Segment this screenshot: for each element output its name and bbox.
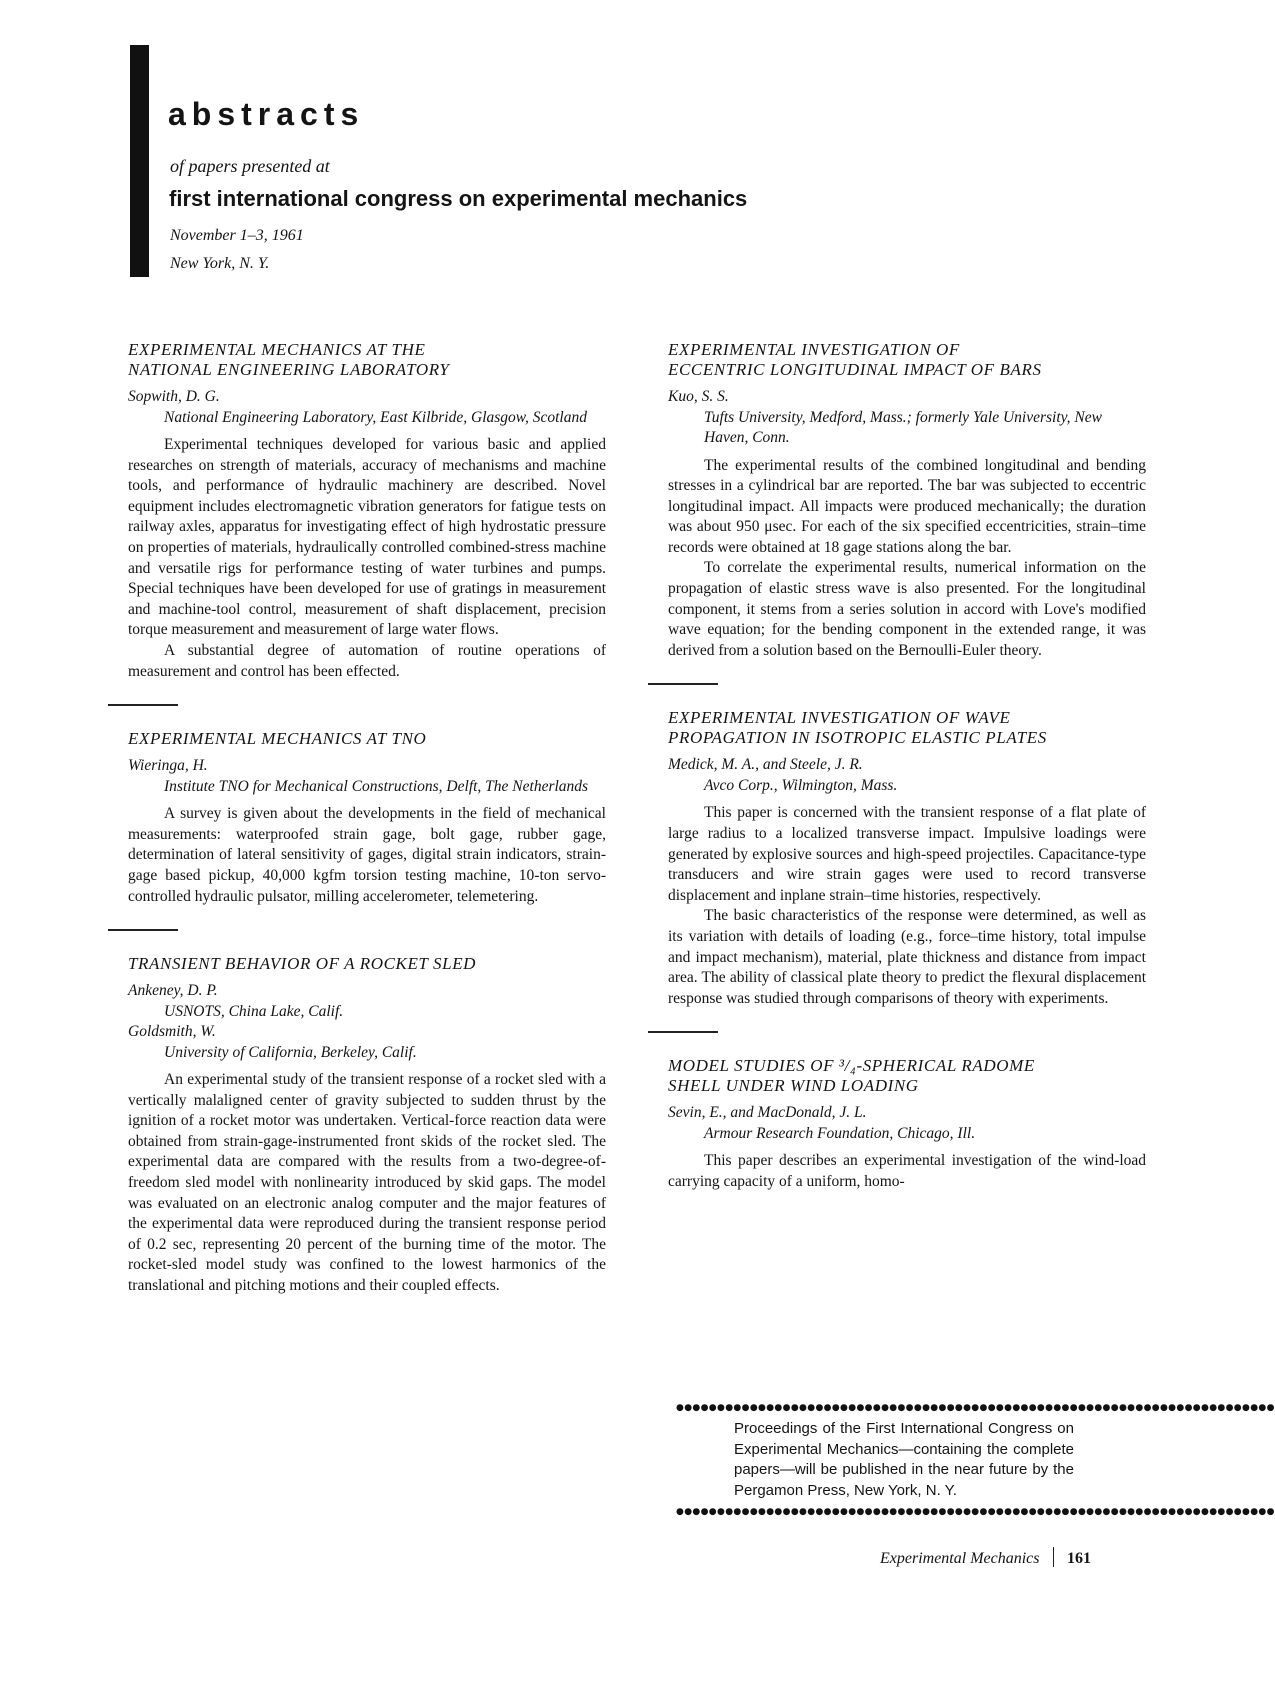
abstract-paragraph: Experimental techniques developed for various basic and applied researches on strength of materials, accuracy of mechanisms and machine tools, and performance of hydraulic machinery are described. Novel equipment includes electromagnetic vibration generators for fatigue tests on railway axles, apparatus for investigating effect of high hydrostatic pressure on properties of materials, hydraulically controlled combined-stress machine and versatile rigs for performance testing of water turbines and pumps. Special techniques have been developed for use of gratings in measurement and machine-tool control, measurement of shaft displacement, precision torque measurement and measurement of large water flows. xyxy=(128,436,606,639)
abstract-paragraph: To correlate the experimental results, numerical information on the propagation of elastic stress wave is also presented. For the longitudinal component, it stems from a series solution in accord with Love's modified wave equation; for the bending component in the extended range, it was derived from a solution based on the Bernoulli-Euler theory. xyxy=(668,559,1146,659)
separator-rule xyxy=(648,1031,718,1033)
abstract-paragraph: An experimental study of the transient response of a rocket sled with a vertically malaligned center of gravity subjected to sudden thrust by the ignition of a rocket motor was undertaken. Vertical-force reaction data were obtained from strain-gage-instrumented front skids of the rocket sled. The experimental data are compared with the results from a two-degree-of-freedom sled model with nonlinearity introduced by skid gaps. The model was evaluated on an electronic analog computer and the major features of the experimental data were reproduced during the transient response period of 0.2 sec, representing 20 percent of the burning time of the motor. The rocket-sled model study was confined to the lowest harmonics of the translational and pitching motions and their coupled effects. xyxy=(128,1071,606,1295)
abstract-affiliation: Armour Research Foundation, Chicago, Ill. xyxy=(704,1124,976,1142)
abstract-paragraph: This paper is concerned with the transient response of a flat plate of large radius to a localized transverse impact. Impulsive loadings were generated by explosive sources and high-speed projectiles. Capacitance-type transducers and wire strain gages were used to record transverse displacement and inplane strain–time histories, respectively. xyxy=(668,804,1146,904)
abstract-affiliation: Avco Corp., Wilmington, Mass. xyxy=(704,776,898,794)
abstract-author: Kuo, S. S. xyxy=(668,388,729,405)
abstract-paragraph: A survey is given about the developments in the field of mechanical measurements: waterproofed strain gage, bolt gage, rubber gage, determination of lateral sensitivity of gages, digital strain indicators, strain-gage based pickup, 40,000 kgfm torsion testing machine, 10-ton servo-controlled hydraulic pulsator, milling accelerometer, telemetering. xyxy=(128,805,606,905)
right-column xyxy=(668,340,1146,1193)
abstract-affiliation: University of California, Berkeley, Calif. xyxy=(164,1043,417,1061)
abstract-affiliation: USNOTS, China Lake, Calif. xyxy=(164,1002,344,1020)
section-subtitle: of papers presented at xyxy=(170,156,330,176)
abstract-title: MODEL STUDIES OF ³/₄-SPHERICAL RADOME SHELL UNDER WIND LOADING xyxy=(668,1056,1035,1096)
abstract-title: EXPERIMENTAL MECHANICS AT THE NATIONAL ENGINEERING LABORATORY xyxy=(128,340,450,379)
proceedings-text: Proceedings of the First International Congress on Experimental Mechanics—containing the complete papers—will be published in the near future by the Pergamon Press, New York, N. Y. xyxy=(734,1420,1074,1499)
abstract-title: TRANSIENT BEHAVIOR OF A ROCKET SLED xyxy=(128,954,477,974)
abstract-author: Wieringa, H. xyxy=(128,757,208,775)
page-number: 161 xyxy=(1067,1550,1091,1567)
abstract-paragraph: A substantial degree of automation of routine operations of measurement and control has been effected. xyxy=(128,641,606,680)
abstract-paragraph: The experimental results of the combined longitudinal and bending stresses in a cylindrical bar are reported. The bar was subjected to eccentric longitudinal impact. All impacts were produced mechanically; the duration was about 950 μsec. For each of the six specified eccentricities, strain–time records were obtained at 18 gage stations along the bar. xyxy=(668,456,1146,556)
abstract-body xyxy=(668,1151,1146,1192)
congress-place: New York, N. Y. xyxy=(170,255,270,272)
separator-rule xyxy=(108,704,178,706)
abstract-title: EXPERIMENTAL INVESTIGATION OF WAVE PROPAGATION IN ISOTROPIC ELASTIC PLATES xyxy=(668,708,1047,748)
abstract-body xyxy=(128,804,606,907)
separator-rule xyxy=(648,683,718,685)
congress-title: first international congress on experimental mechanics xyxy=(169,186,748,211)
abstract xyxy=(668,1056,1146,1192)
abstract-title: EXPERIMENTAL MECHANICS AT TNO xyxy=(128,729,427,749)
abstract-affiliation: Tufts University, Medford, Mass.; formerly Yale University, New Haven, Conn. xyxy=(704,408,1102,446)
abstract-paragraph: The basic characteristics of the response were determined, as well as its variation with details of loading (e.g., force–time history, total impulse and impact mechanism), material, plate thickness and distance from impact area. The ability of classical plate theory to predict the flexural displacement response was studied through comparisons of theory with experiments. xyxy=(668,907,1146,1007)
congress-date: November 1–3, 1961 xyxy=(170,227,304,244)
abstract xyxy=(668,708,1146,1009)
abstract-affiliation: National Engineering Laboratory, East Kilbride, Glasgow, Scotland xyxy=(164,408,587,426)
abstract-author: Medick, M. A., and Steele, J. R. xyxy=(668,756,863,774)
abstract xyxy=(128,340,606,682)
abstract-author: Goldsmith, W. xyxy=(128,1023,216,1041)
section-title: abstracts xyxy=(168,96,365,132)
abstract-paragraph: This paper describes an experimental investigation of the wind-load carrying capacity of a uniform, homo- xyxy=(668,1152,1146,1190)
abstract-affiliation: Institute TNO for Mechanical Constructions, Delft, The Netherlands xyxy=(164,777,589,795)
journal-name: Experimental Mechanics xyxy=(880,1550,1040,1567)
abstract xyxy=(668,340,1146,661)
footer-divider xyxy=(1053,1547,1055,1567)
abstract-author: Sopwith, D. G. xyxy=(128,388,220,405)
header-bar xyxy=(130,45,149,277)
page-footer xyxy=(880,1547,1091,1568)
dotted-rule-bottom: ●●●●●●●●●●●●●●●●●●●●●●●●●●●●●●●●●●●●●●●●●●●●●●●●●●●●●●●●●●●●●●●●●●●●●●●●● xyxy=(676,1507,1275,1517)
abstract-author: Sevin, E., and MacDonald, J. L. xyxy=(668,1104,867,1122)
abstract xyxy=(128,954,606,1297)
abstract-body xyxy=(128,435,606,682)
left-column xyxy=(128,340,606,1297)
abstract xyxy=(128,729,606,907)
dotted-rule-top: ●●●●●●●●●●●●●●●●●●●●●●●●●●●●●●●●●●●●●●●●●●●●●●●●●●●●●●●●●●●●●●●●●●●●●●●●● xyxy=(676,1403,1275,1413)
separator-rule xyxy=(108,929,178,931)
proceedings-notice xyxy=(676,1403,1275,1517)
abstract-body xyxy=(668,456,1146,662)
abstract-body xyxy=(668,803,1146,1009)
abstract-title: EXPERIMENTAL INVESTIGATION OF ECCENTRIC LONGITUDINAL IMPACT OF BARS xyxy=(668,340,1042,379)
abstract-body xyxy=(128,1070,606,1297)
abstract-author: Ankeney, D. P. xyxy=(128,982,218,1000)
